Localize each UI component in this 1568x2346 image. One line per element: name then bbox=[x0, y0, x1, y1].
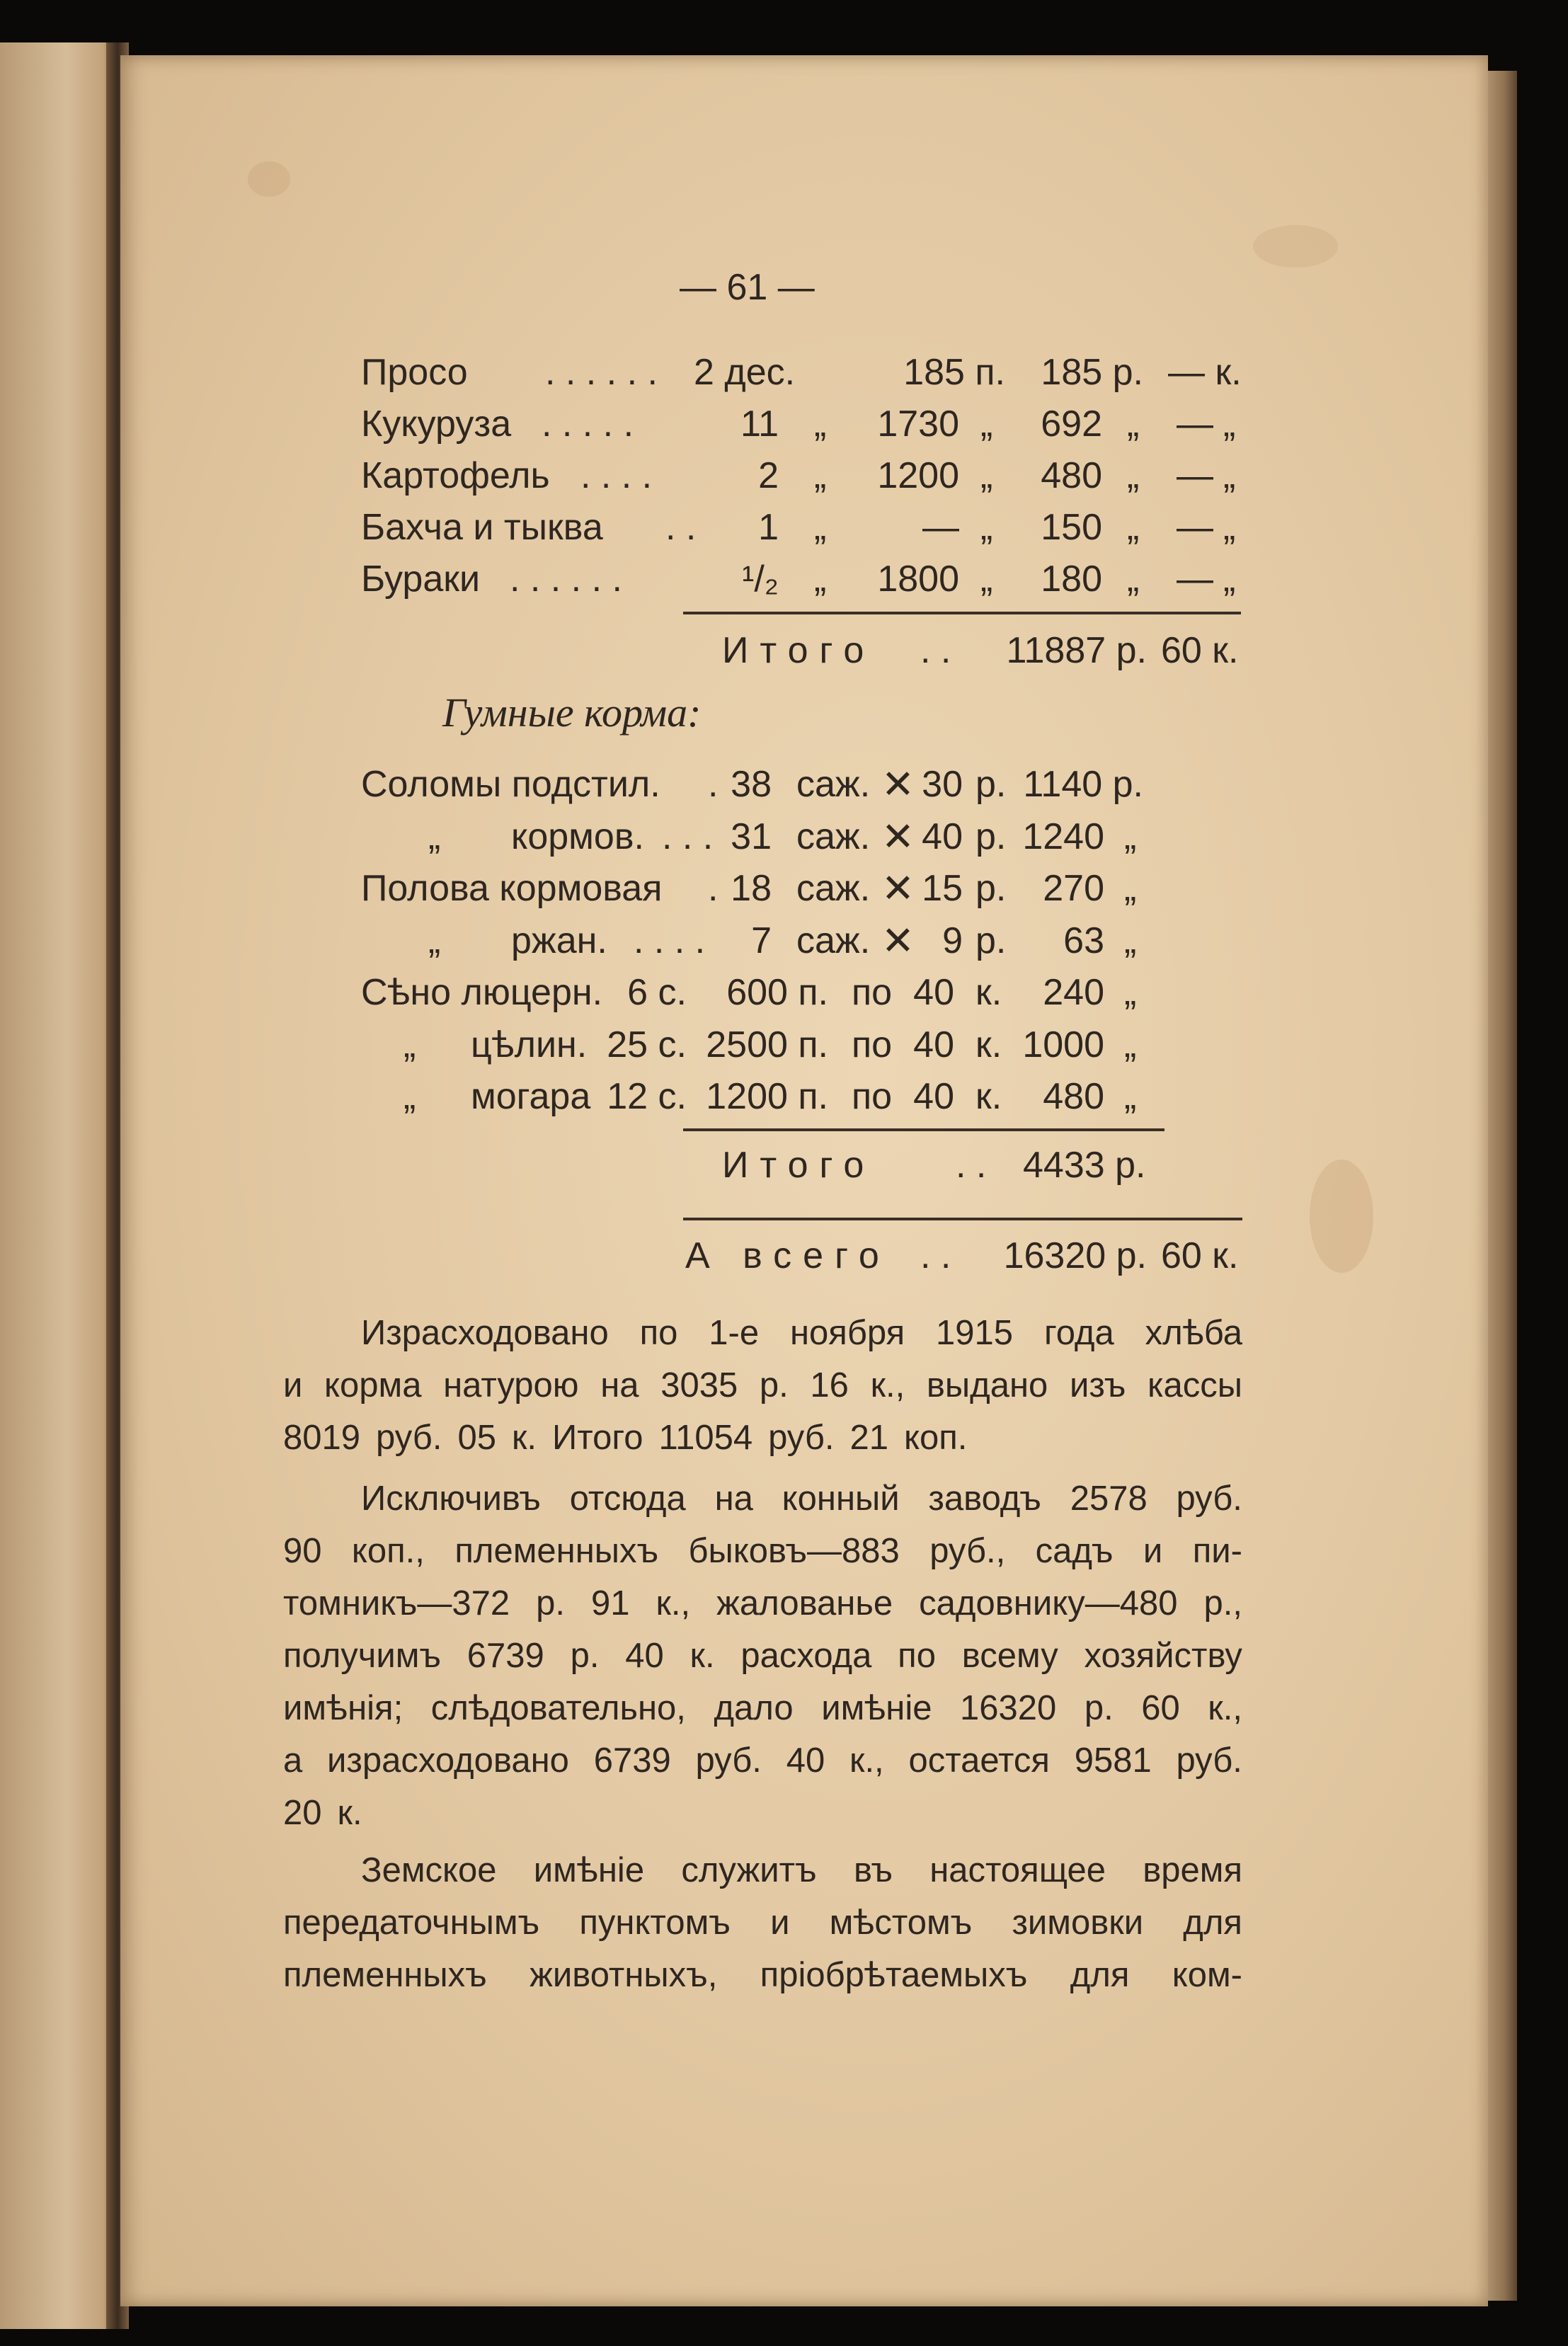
crop-yield: 1730 bbox=[877, 404, 959, 445]
crop-kop: — bbox=[1177, 559, 1213, 600]
fodder-currency: р. bbox=[975, 868, 1007, 909]
grand-total-rule bbox=[683, 1218, 1242, 1220]
ditto-mark: „ bbox=[980, 455, 993, 496]
fodder-currency: р. bbox=[975, 764, 1007, 805]
fodder-currency: р. bbox=[975, 816, 1007, 857]
ditto-mark: „ bbox=[814, 455, 827, 496]
fodder-name: „ bbox=[404, 1076, 416, 1117]
crop-yield: 185 п. bbox=[903, 352, 1005, 393]
fodder-qty: 18 bbox=[731, 868, 772, 909]
fodder-currency: р. bbox=[975, 920, 1007, 961]
fodder-sum: 1000 bbox=[1022, 1024, 1104, 1065]
text-line: получимъ 6739 р. 40 к. расхода по всему хозяйству bbox=[283, 1637, 1242, 1675]
leader-dots: . bbox=[708, 764, 719, 805]
ditto-mark: „ bbox=[814, 559, 827, 600]
fodder-sum: 270 bbox=[1043, 868, 1104, 909]
multiply-sign: ✕ bbox=[881, 814, 915, 859]
crop-kop: — bbox=[1177, 404, 1213, 445]
fodder-qty: 7 bbox=[751, 920, 772, 961]
grand-total-dots: . . bbox=[920, 1235, 951, 1276]
fodder-price: 30 bbox=[922, 764, 963, 805]
crop-rub: 150 bbox=[1041, 507, 1102, 548]
paragraph bbox=[283, 1472, 1242, 1839]
ditto-mark: „ bbox=[814, 507, 827, 548]
fodder-sum: 63 bbox=[1063, 920, 1104, 961]
crop-kop: — к. bbox=[1168, 352, 1242, 393]
facing-page-edge bbox=[0, 42, 120, 2329]
paragraph bbox=[283, 1844, 1242, 2001]
crop-yield: 1200 bbox=[877, 455, 959, 496]
text-line: передаточнымъ пунктомъ и мѣстомъ зимовки для bbox=[283, 1904, 1242, 1942]
crop-area: 2 дес. bbox=[694, 352, 796, 393]
fodder-name: „ bbox=[428, 816, 441, 857]
fodder-unit: по bbox=[852, 1024, 893, 1065]
text-line: и корма натурою на 3035 р. 16 к., выдано изъ кассы bbox=[283, 1366, 1242, 1404]
fodder-qty: 600 п. bbox=[726, 972, 828, 1013]
fodder-area: 12 с. bbox=[607, 1076, 687, 1117]
fodder-total-rule bbox=[683, 1128, 1164, 1131]
total-rule bbox=[683, 612, 1241, 614]
fodder-unit: по bbox=[852, 1076, 893, 1117]
ditto-mark: „ bbox=[814, 404, 827, 445]
fodder-currency: к. bbox=[975, 1024, 1002, 1065]
fodder-price: 15 bbox=[922, 868, 963, 909]
text-line: а израсходовано 6739 руб. 40 к., остается 9581 руб. bbox=[283, 1741, 1242, 1780]
crop-kop: — bbox=[1177, 507, 1213, 548]
fodder-sum: 240 bbox=[1043, 972, 1104, 1013]
text-line: 8019 руб. 05 к. Итого 11054 руб. 21 коп. bbox=[283, 1419, 968, 1457]
leader-dots: . bbox=[708, 868, 719, 909]
fodder-total-dots: . . bbox=[956, 1145, 987, 1186]
fodder-sum: 1140 р. bbox=[1023, 764, 1143, 805]
fodder-qty: 31 bbox=[731, 816, 772, 857]
leader-dots: . . . . . . bbox=[545, 352, 658, 393]
crops-total-kop: 60 к. bbox=[1161, 630, 1239, 671]
fodder-sum: 1240 bbox=[1022, 816, 1104, 857]
crop-yield: 1800 bbox=[877, 559, 959, 600]
grand-total-label: А всего bbox=[685, 1235, 891, 1276]
fodder-total-sum: 4433 р. bbox=[1023, 1145, 1146, 1186]
paper-stain bbox=[1253, 225, 1338, 268]
crops-total-rub: 11887 р. bbox=[1006, 630, 1147, 671]
fodder-name: Сѣно люцерн. bbox=[361, 972, 603, 1013]
ditto-mark: „ bbox=[1127, 559, 1140, 600]
crop-area: 1 bbox=[758, 507, 779, 548]
crop-rub: 692 bbox=[1041, 404, 1102, 445]
fodder-currency: к. bbox=[975, 972, 1002, 1013]
ditto-mark: „ bbox=[980, 559, 993, 600]
crop-name: Просо bbox=[361, 352, 468, 393]
crop-kop: — bbox=[1177, 455, 1213, 496]
ditto-mark: „ bbox=[1124, 868, 1137, 909]
fodder-area: 6 с. bbox=[627, 972, 687, 1013]
fodder-heading: Гумные корма: bbox=[442, 690, 702, 736]
crops-total-dots: . . bbox=[920, 630, 951, 671]
paragraph bbox=[283, 1307, 1242, 1464]
ditto-mark: „ bbox=[1124, 1076, 1137, 1117]
text-line: Земское имѣніе служитъ въ настоящее время bbox=[361, 1851, 1242, 1889]
text-line: 20 к. bbox=[283, 1794, 362, 1832]
crop-area: 2 bbox=[758, 455, 779, 496]
text-line: имѣнія; слѣдовательно, дало имѣніе 16320 р. 60 к., bbox=[283, 1689, 1242, 1727]
text-line: Израсходовано по 1-е ноября 1915 года хлѣба bbox=[361, 1314, 1242, 1352]
fodder-name-cont: цѣлин. bbox=[471, 1024, 588, 1065]
fodder-currency: к. bbox=[975, 1076, 1002, 1117]
fodder-unit: саж. bbox=[796, 764, 871, 805]
ditto-mark: „ bbox=[980, 404, 993, 445]
fodder-name-cont: ржан. bbox=[511, 920, 607, 961]
fodder-unit: по bbox=[852, 972, 893, 1013]
page-stack-edge bbox=[1485, 71, 1517, 2301]
fodder-price: 40 bbox=[913, 972, 954, 1013]
fodder-name: Соломы подстил. bbox=[361, 764, 660, 805]
ditto-mark: „ bbox=[1127, 455, 1140, 496]
text-line: Исключивъ отсюда на конный заводъ 2578 руб. bbox=[361, 1480, 1242, 1518]
grand-total-rub: 16320 р. bbox=[1003, 1235, 1147, 1276]
ditto-mark: „ bbox=[1127, 404, 1140, 445]
crop-area: 11 bbox=[740, 404, 779, 445]
leader-dots: . . . bbox=[662, 816, 714, 857]
crop-name: Бахча и тыква bbox=[361, 507, 603, 548]
crops-total-label: Итого bbox=[722, 630, 876, 671]
ditto-mark: „ bbox=[980, 507, 993, 548]
multiply-sign: ✕ bbox=[881, 866, 915, 910]
ditto-mark: „ bbox=[1223, 455, 1236, 496]
ditto-mark: „ bbox=[1223, 404, 1236, 445]
fodder-area: 25 с. bbox=[607, 1024, 687, 1065]
fodder-price: 40 bbox=[922, 816, 963, 857]
crop-name: Кукуруза bbox=[361, 404, 512, 445]
ditto-mark: „ bbox=[1124, 1024, 1137, 1065]
crop-area: ¹/₂ bbox=[742, 559, 779, 600]
fodder-qty: 38 bbox=[731, 764, 772, 805]
leader-dots: . . bbox=[665, 507, 697, 548]
fodder-name: Полова кормовая bbox=[361, 868, 663, 909]
ditto-mark: „ bbox=[1124, 920, 1137, 961]
fodder-total-label: Итого bbox=[722, 1145, 876, 1186]
fodder-unit: саж. bbox=[796, 868, 871, 909]
ditto-mark: „ bbox=[1223, 559, 1236, 600]
crop-rub: 180 bbox=[1041, 559, 1102, 600]
ditto-mark: „ bbox=[1124, 816, 1137, 857]
crop-yield: — bbox=[922, 507, 959, 548]
fodder-qty: 2500 п. bbox=[706, 1024, 828, 1065]
ditto-mark: „ bbox=[1127, 507, 1140, 548]
crop-rub: 480 bbox=[1041, 455, 1102, 496]
text-line: томникъ—372 р. 91 к., жалованье садовнику—480 р., bbox=[283, 1584, 1242, 1623]
leader-dots: . . . . bbox=[634, 920, 706, 961]
fodder-price: 9 bbox=[942, 920, 963, 961]
fodder-unit: саж. bbox=[796, 920, 871, 961]
text-line: 90 коп., племенныхъ быковъ—883 руб., садъ и пи- bbox=[283, 1532, 1242, 1570]
crop-rub: 185 р. bbox=[1041, 352, 1143, 393]
ditto-mark: „ bbox=[1223, 507, 1236, 548]
fodder-price: 40 bbox=[913, 1024, 954, 1065]
page-number: — 61 — bbox=[680, 267, 815, 308]
grand-total-kop: 60 к. bbox=[1161, 1235, 1239, 1276]
fodder-name-cont: кормов. bbox=[511, 816, 644, 857]
crop-name: Картофель bbox=[361, 455, 550, 496]
text-line: племенныхъ животныхъ, пріобрѣтаемыхъ для ком- bbox=[283, 1956, 1242, 1994]
fodder-name: „ bbox=[428, 920, 441, 961]
fodder-name-cont: могара bbox=[471, 1076, 591, 1117]
fodder-name: „ bbox=[404, 1024, 416, 1065]
fodder-unit: саж. bbox=[796, 816, 871, 857]
fodder-sum: 480 bbox=[1043, 1076, 1104, 1117]
paper-stain bbox=[1310, 1160, 1373, 1273]
leader-dots: . . . . bbox=[580, 455, 653, 496]
multiply-sign: ✕ bbox=[881, 918, 915, 963]
ditto-mark: „ bbox=[1124, 972, 1137, 1013]
fodder-price: 40 bbox=[913, 1076, 954, 1117]
leader-dots: . . . . . bbox=[542, 404, 634, 445]
leader-dots: . . . . . . bbox=[510, 559, 622, 600]
paper-stain bbox=[248, 161, 290, 197]
crop-name: Бураки bbox=[361, 559, 481, 600]
multiply-sign: ✕ bbox=[881, 762, 915, 806]
fodder-qty: 1200 п. bbox=[706, 1076, 828, 1117]
